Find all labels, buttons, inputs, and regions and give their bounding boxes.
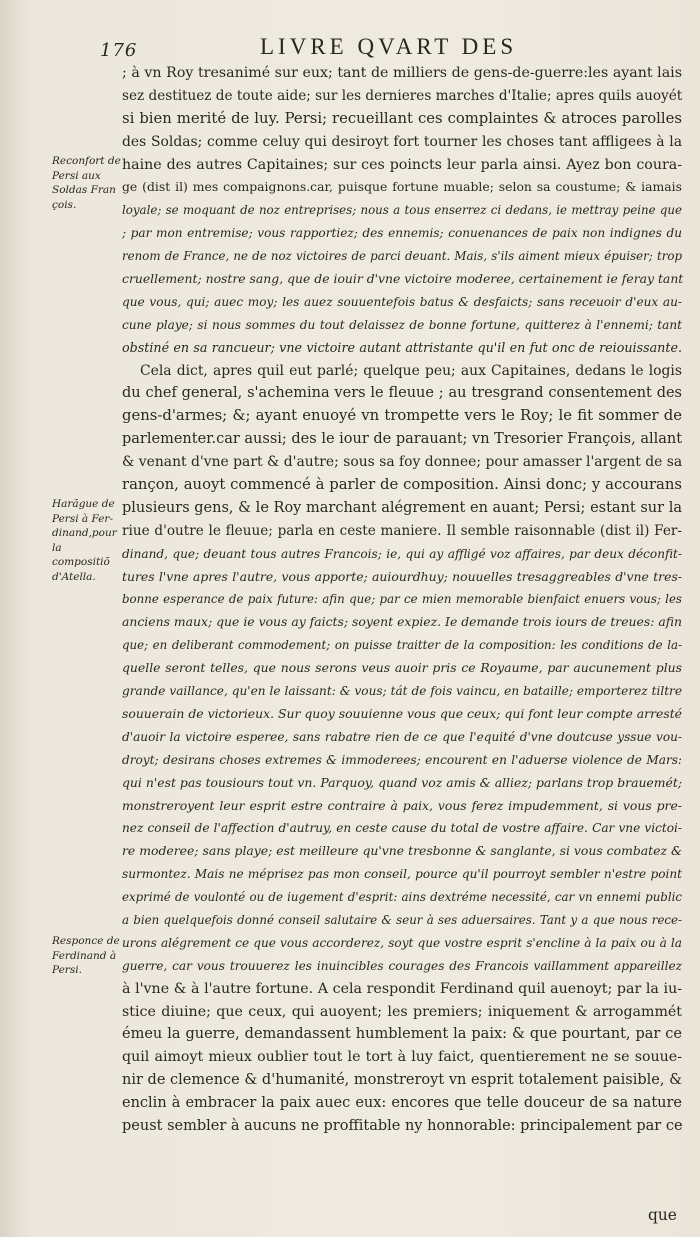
text-line: cruellement; nostre sang, que de iouir d'vne victoire moderee, certainement ie feray tant (122, 271, 684, 287)
margin-line: Persi aux (52, 169, 101, 182)
text-line: monstreroyent leur esprit estre contraire à paix, vous ferez impudemment, si vous pre- (122, 797, 682, 813)
text-line: guerre, car vous trouuerez les inuincibles courages des Francois vaillamment appareillez (122, 958, 682, 973)
text-line: urons alégrement ce que vous accorderez, soyt que vostre esprit s'encline à la paix ou à la (122, 935, 682, 950)
margin-line: Ferdinand à (52, 949, 117, 962)
margin-line: Reconfort de (52, 155, 121, 167)
text-line: que; en deliberant commodement; on puisse traitter de la composition: les conditions de la- (122, 638, 682, 653)
margin-line: çois. (52, 198, 77, 211)
text-line: nez conseil de l'affection d'autruy, en ceste cause du total de vostre affaire. Car vne victoi- (122, 821, 682, 836)
text-line: riue d'outre le fleuue; parla en ceste maniere. Il semble raisonnable (dist il) Fer- (122, 522, 682, 539)
text-line: bonne esperance de paix future: afin que; par ce mien memorable bienfaict enuers vous; les (122, 592, 682, 607)
catchword: que (648, 1206, 677, 1224)
margin-line: Harãgue de (52, 498, 115, 510)
body-text (122, 62, 682, 1138)
text-line: souuerain de victorieux. Sur quoy souuienne vous que ceux; qui font leur compte arresté (122, 705, 682, 721)
text-line: surmontez. Mais ne méprisez pas mon conseil, pource qu'il pourroyt sembler n'estre point (122, 867, 682, 882)
text-line: Cela dict, apres quil eut parlé; quelque peu; aux Capitaines, dedans le logis (140, 362, 682, 379)
page-number: 176 (100, 40, 138, 61)
text-line: que vous, qui; auec moy; les auez souuentefois batus & desfaicts; sans receuoir d'eux au- (122, 294, 682, 309)
text-line: parlementer.car aussi; des le iour de parauant; vn Tresorier François, allant (122, 431, 683, 448)
text-line: quil aimoyt mieux oublier tout le tort à luy faict, quentierement ne se souue- (122, 1049, 682, 1066)
margin-line: Persi à Fer- (52, 512, 114, 525)
text-line: peust sembler à aucuns ne proffitable ny honnorable: principalement par ce (122, 1117, 683, 1134)
text-line: rançon, auoyt commencé à parler de composition. Ainsi donc; y accourans (122, 476, 682, 494)
text-line: haine des autres Capitaines; sur ces poincts leur parla ainsi. Ayez bon coura- (122, 156, 682, 173)
text-line: anciens maux; que ie vous ay faicts; soyent expiez. Ie demande trois iours de treues: afin (122, 614, 682, 630)
text-line: loyale; se moquant de noz entreprises; nous a tous enserrez ci dedans, ie mettray peine que (122, 203, 682, 218)
text-line: ; à vn Roy tresanimé sur eux; tant de milliers de gens-de-guerre:les ayant lais (122, 65, 682, 81)
text-line: du chef general, s'achemina vers le fleuue ; au tresgrand consentement des (122, 385, 682, 402)
text-line: tures l'vne apres l'autre, vous apporte; auiourdhuy; nouuelles tresaggreables d'vne tres- (122, 568, 682, 584)
text-line: exprimé de voulonté ou de iugement d'esprit: ains dextréme necessité, car vn ennemi public (122, 890, 682, 905)
text-line: des Soldas; comme celuy qui desiroyt fort tourner les choses tant affligees à la (122, 133, 682, 150)
text-line: stice diuine; que ceux, qui auoyent; les premiers; iniquement & arrogammét (122, 1003, 682, 1020)
margin-line: Responce de (52, 935, 120, 947)
page-header (100, 34, 660, 64)
margin-line: d'Atella. (52, 570, 96, 583)
text-line: ge (dist il) mes compaignons.car, puisque fortune muable; selon sa coustume; & iamais (122, 179, 682, 195)
text-line: émeu la guerre, demandassent humblement la paix: & que pourtant, par ce (122, 1026, 682, 1043)
margin-note-responce (52, 934, 122, 978)
text-line: re moderee; sans playe; est meilleure qu'vne tresbonne & sanglante, si vous combatez & (122, 843, 682, 859)
text-line: droyt; desirans choses extremes & immoderees; encourent en l'aduerse violence de Mars: (122, 752, 682, 767)
text-line: dinand, que; deuant tous autres Francois; ie, qui ay affligé voz affaires, par deux déconfit- (122, 546, 682, 561)
margin-note-harangue (52, 497, 122, 584)
margin-line: Soldas Fran (52, 184, 116, 196)
text-line: ; par mon entremise; vous rapportiez; des ennemis; conuenances de paix non indignes du (122, 226, 682, 241)
text-line: obstiné en sa rancueur; vne victoire autant attristante qu'il en fut onc de reiouissante. (122, 339, 682, 355)
margin-line: Persi. (52, 964, 82, 976)
text-line: a bien quelquefois donné conseil salutaire & seur à ses aduersaires. Tant y a que nous rece- (122, 912, 682, 927)
margin-line: dinand,pour (52, 527, 117, 539)
running-title: LIVRE QVART DES (260, 34, 518, 59)
text-line: grande vaillance, qu'en le laissant: & vous; tát de fois vaincu, en bataille; emporterez tiltre (122, 684, 682, 699)
text-line: cune playe; si nous sommes du tout delaissez de bonne fortune, quitterez à l'ennemi; tant (122, 317, 682, 332)
text-line: gens-d'armes; &; ayant enuoyé vn trompette vers le Roy; le fit sommer de (122, 407, 682, 425)
margin-line: la compositiõ (52, 541, 110, 568)
text-line: qui n'est pas tousiours tout vn. Parquoy, quand voz amis & alliez; parlans trop brauemét; (122, 774, 682, 790)
text-line: quelle seront telles, que nous serons veus auoir pris ce Royaume, par aucunement plus (122, 660, 682, 676)
text-line: sez destituez de toute aide; sur les dernieres marches d'Italie; apres quils auoyét (122, 87, 683, 104)
text-line: enclin à embracer la paix auec eux: encores que telle douceur de sa nature (122, 1095, 682, 1112)
text-line: à l'vne & à l'autre fortune. A cela respondit Ferdinand quil auenoyt; par la iu- (122, 980, 682, 997)
text-line: renom de France, ne de noz victoires de parci deuant. Mais, s'ils aiment mieux épuiser; trop (122, 249, 682, 264)
text-line: nir de clemence & d'humanité, monstreroyt vn esprit totalement paisible, & (122, 1072, 682, 1089)
text-line: & venant d'vne part & d'autre; sous sa foy donnee; pour amasser l'argent de sa (122, 454, 683, 471)
text-line: plusieurs gens, & le Roy marchant alégrement en auant; Persi; estant sur la (122, 499, 682, 516)
text-line: si bien merité de luy. Persi; recueillant ces complaintes & atroces parolles (122, 109, 682, 127)
margin-note-reconfort (52, 154, 122, 212)
text-line: d'auoir la victoire esperee, sans rabatre rien de ce que l'equité d'vne doutcuse yssue vou- (122, 729, 682, 744)
